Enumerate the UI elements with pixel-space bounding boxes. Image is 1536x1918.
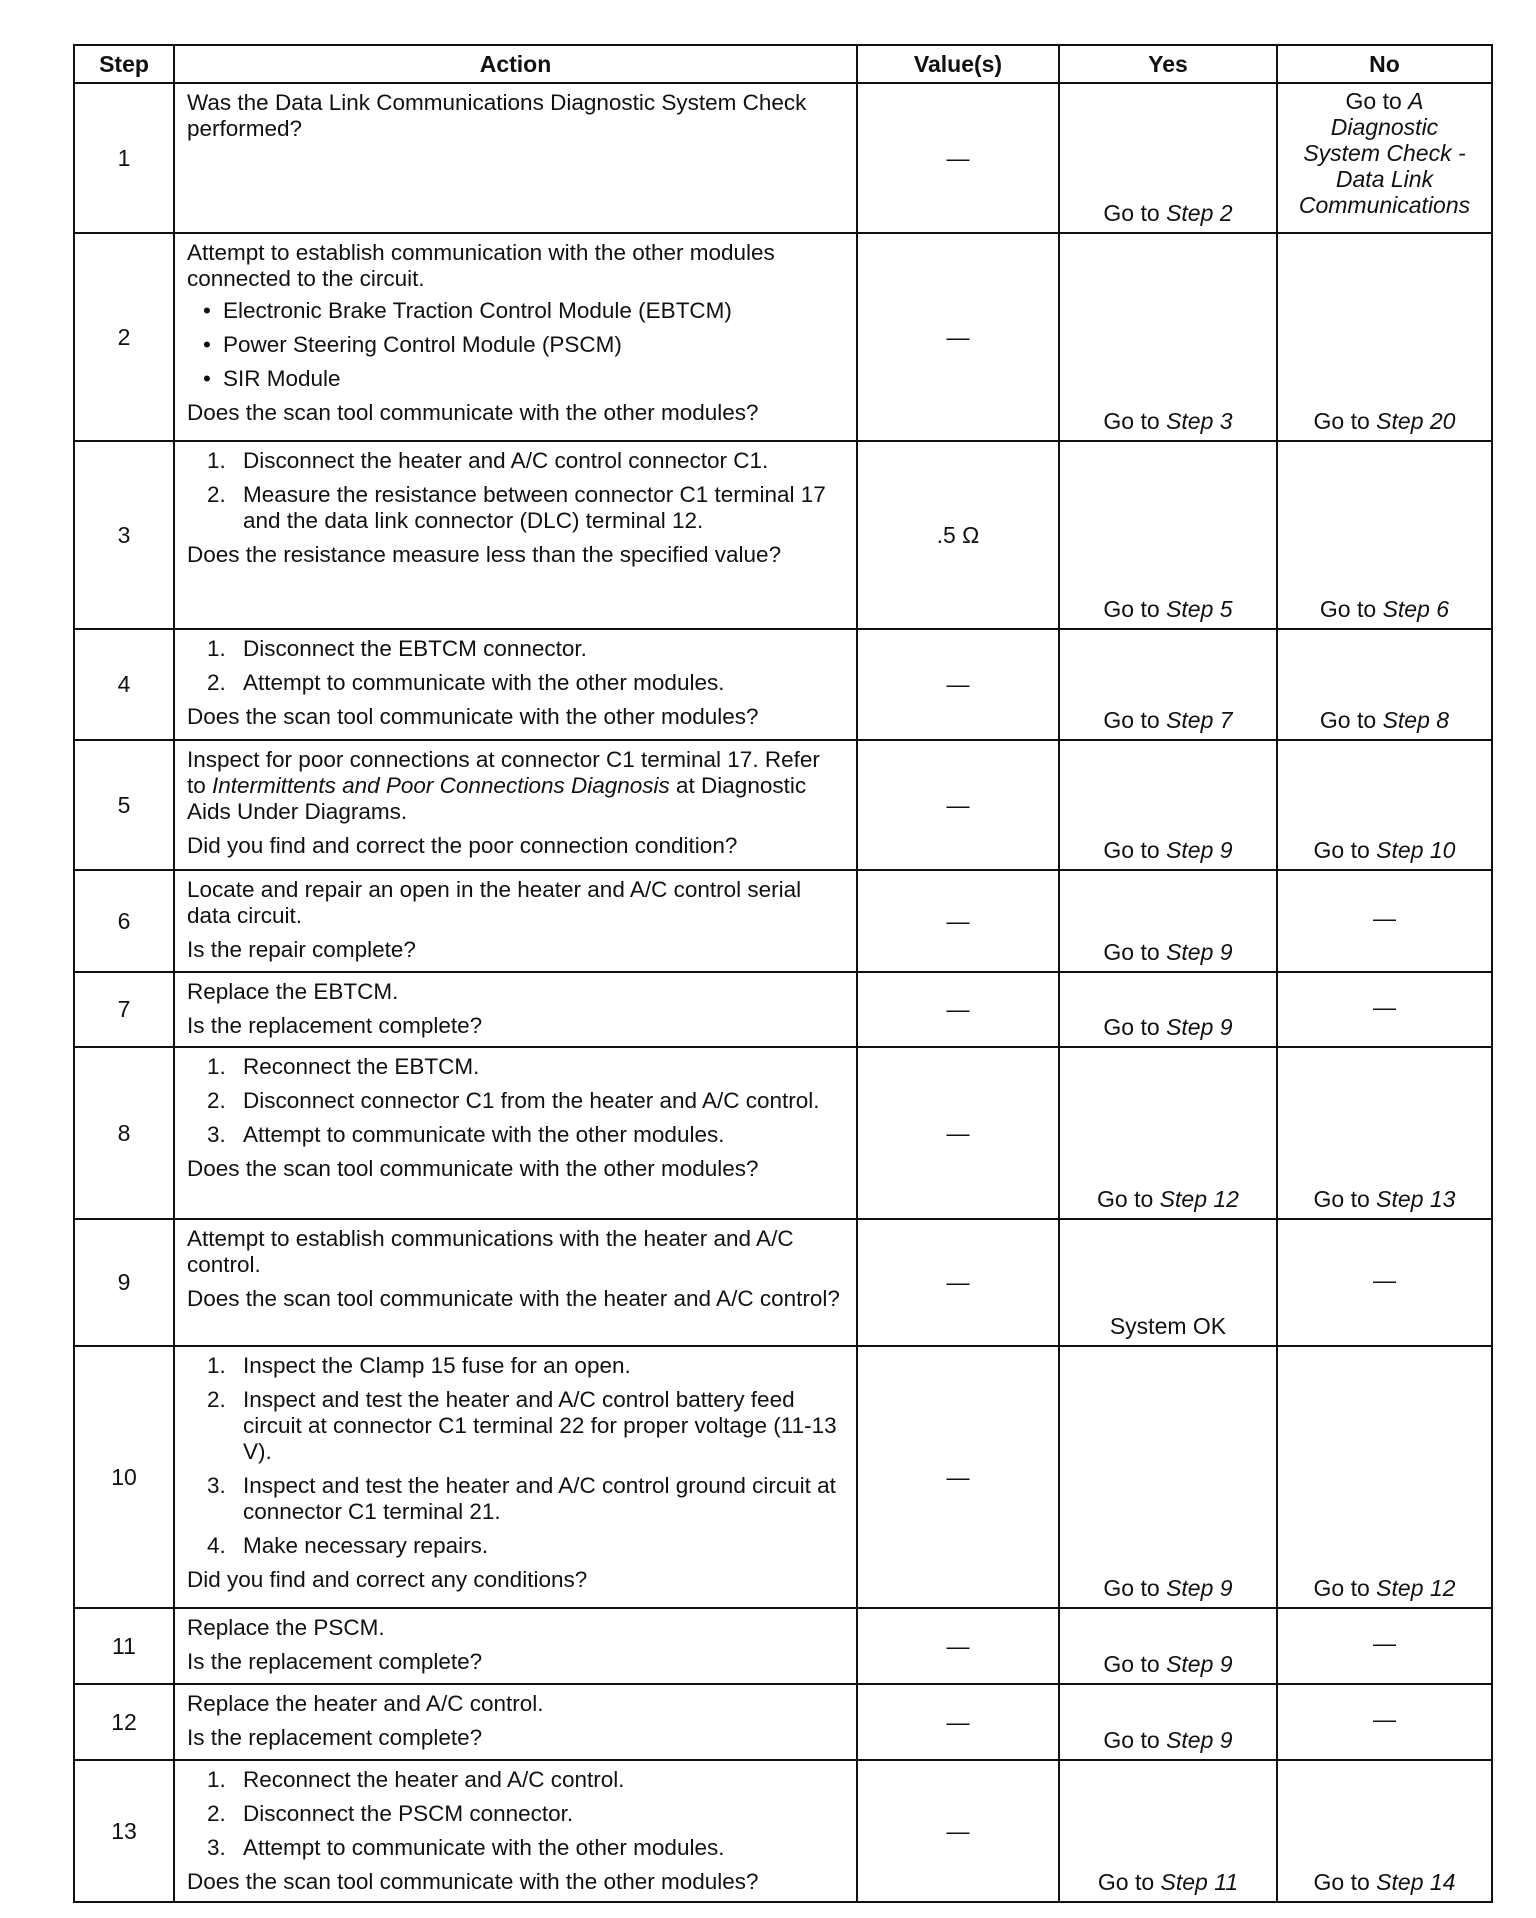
action-cell (174, 972, 857, 1047)
no-step-link: Data Link (1335, 166, 1434, 192)
yes-step-link: Step 11 (1160, 1869, 1239, 1895)
list-item: • Power Steering Control Module (PSCM) (223, 332, 844, 358)
list-item: 2. Disconnect connector C1 from the heater and A/C control. (207, 1088, 820, 1113)
list-item: • SIR Module (223, 366, 844, 392)
action-text: Locate and repair an open in the heater and A/C control serial data circuit. (187, 877, 802, 928)
table-row (74, 441, 1492, 629)
value-cell: — (857, 629, 1059, 740)
value-cell: — (857, 1760, 1059, 1902)
question-text: Did you find and correct the poor connection condition? (187, 833, 738, 858)
value-cell: — (857, 1608, 1059, 1684)
action-cell (174, 1047, 857, 1219)
bullet-list (187, 298, 844, 392)
diagnostic-table (73, 44, 1493, 1903)
action-cell (174, 1608, 857, 1684)
go-to-text: Go to (1103, 1651, 1160, 1677)
header-action: Action (174, 45, 857, 83)
yes-cell (1059, 1760, 1277, 1902)
step-number: 8 (74, 1047, 174, 1219)
value-cell: — (857, 1047, 1059, 1219)
table-row (74, 1684, 1492, 1760)
no-step-link: Communications (1298, 192, 1471, 218)
yes-step-link: Step 9 (1166, 837, 1233, 863)
header-yes: Yes (1059, 45, 1277, 83)
action-cell (174, 1346, 857, 1608)
list-item: 2. Disconnect the PSCM connector. (207, 1801, 574, 1826)
yes-cell (1059, 1608, 1277, 1684)
yes-cell (1059, 972, 1277, 1047)
no-cell (1277, 1346, 1492, 1608)
numbered-list (187, 1767, 844, 1861)
header-no: No (1277, 45, 1492, 83)
yes-cell (1059, 441, 1277, 629)
step-number: 2 (74, 233, 174, 441)
no-step-link: Step 10 (1376, 837, 1456, 863)
question-text: Does the scan tool communicate with the other modules? (187, 704, 759, 729)
action-text: Attempt to establish communications with the heater and A/C control. (187, 1226, 794, 1277)
no-cell: — (1277, 972, 1492, 1047)
value-cell: — (857, 1684, 1059, 1760)
list-item: 2. Attempt to communicate with the other modules. (207, 670, 725, 695)
no-cell: — (1277, 870, 1492, 972)
yes-cell: System OK (1059, 1219, 1277, 1346)
go-to-text: Go to (1345, 88, 1402, 114)
list-item: 1. Reconnect the heater and A/C control. (207, 1767, 625, 1792)
action-text: Replace the heater and A/C control. (187, 1691, 544, 1716)
yes-cell (1059, 83, 1277, 233)
yes-cell (1059, 233, 1277, 441)
go-to-text: Go to (1319, 707, 1377, 733)
no-step-link: Diagnostic (1330, 114, 1439, 140)
value-cell: .5 Ω (857, 441, 1059, 629)
value-cell: — (857, 1346, 1059, 1608)
list-item: 3. Inspect and test the heater and A/C control ground circuit at connector C1 terminal 21. (207, 1473, 836, 1524)
no-cell (1277, 1047, 1492, 1219)
yes-cell (1059, 1047, 1277, 1219)
no-step-link: Step 14 (1376, 1869, 1456, 1895)
numbered-list (187, 448, 844, 534)
yes-cell (1059, 870, 1277, 972)
action-cell (174, 1684, 857, 1760)
value-cell: — (857, 233, 1059, 441)
step-number: 6 (74, 870, 174, 972)
no-step-link: Step 6 (1382, 596, 1450, 622)
go-to-text: Go to (1103, 707, 1160, 733)
go-to-text: Go to (1103, 200, 1160, 226)
value-cell: — (857, 972, 1059, 1047)
action-text: Replace the PSCM. (187, 1615, 385, 1640)
go-to-text: Go to (1313, 837, 1370, 863)
step-number: 9 (74, 1219, 174, 1346)
question-text: Is the repair complete? (187, 937, 416, 962)
value-cell: — (857, 1219, 1059, 1346)
yes-cell (1059, 1346, 1277, 1608)
header-step: Step (74, 45, 174, 83)
yes-step-link: Step 9 (1166, 1575, 1233, 1601)
go-to-text: Go to (1097, 1186, 1154, 1212)
table-row (74, 972, 1492, 1047)
go-to-text: Go to (1103, 408, 1160, 434)
go-to-text: Go to (1313, 408, 1370, 434)
yes-step-link: Step 2 (1166, 200, 1233, 226)
action-cell (174, 83, 857, 233)
go-to-text: Go to (1097, 1869, 1155, 1895)
action-text: Was the Data Link Communications Diagnostic System Check performed? (187, 90, 807, 141)
no-cell (1277, 441, 1492, 629)
no-step-link: Step 13 (1376, 1186, 1456, 1212)
list-item: 1. Disconnect the EBTCM connector. (207, 636, 587, 661)
value-cell: — (857, 83, 1059, 233)
go-to-text: Go to (1313, 1186, 1370, 1212)
step-number: 5 (74, 740, 174, 870)
table-row (74, 83, 1492, 233)
go-to-text: Go to (1319, 596, 1377, 622)
header-values: Value(s) (857, 45, 1059, 83)
step-number: 11 (74, 1608, 174, 1684)
action-cell (174, 740, 857, 870)
step-number: 12 (74, 1684, 174, 1760)
no-cell: — (1277, 1219, 1492, 1346)
table-row (74, 233, 1492, 441)
list-item: 2. Measure the resistance between connector C1 terminal 17 and the data link connector (DLC) terminal 12. (207, 482, 826, 533)
go-to-text: Go to (1103, 1727, 1160, 1753)
no-step-link: Step 12 (1376, 1575, 1456, 1601)
no-cell (1277, 629, 1492, 740)
action-text: Attempt to establish communication with the other modules connected to the circuit. (187, 240, 775, 291)
table-row (74, 1760, 1492, 1902)
step-number: 1 (74, 83, 174, 233)
action-cell (174, 629, 857, 740)
no-cell (1277, 233, 1492, 441)
step-number: 7 (74, 972, 174, 1047)
go-to-text: Go to (1103, 939, 1160, 965)
question-text: Does the scan tool communicate with the heater and A/C control? (187, 1286, 840, 1311)
table-row (74, 740, 1492, 870)
yes-step-link: Step 7 (1166, 707, 1233, 733)
no-cell (1277, 1760, 1492, 1902)
list-item: 1. Reconnect the EBTCM. (207, 1054, 480, 1079)
yes-step-link: Step 9 (1166, 939, 1233, 965)
yes-step-link: Step 9 (1166, 1014, 1233, 1040)
no-step-link: A (1408, 88, 1424, 114)
step-number: 3 (74, 441, 174, 629)
numbered-list (187, 1054, 844, 1148)
list-item: 4. Make necessary repairs. (207, 1533, 489, 1558)
go-to-text: Go to (1313, 1575, 1370, 1601)
list-item: • Electronic Brake Traction Control Module (EBTCM) (223, 298, 844, 324)
step-number: 4 (74, 629, 174, 740)
go-to-text: Go to (1103, 596, 1160, 622)
list-item: 1. Inspect the Clamp 15 fuse for an open. (207, 1353, 631, 1378)
action-cell (174, 441, 857, 629)
go-to-text: Go to (1103, 1575, 1160, 1601)
action-text: Replace the EBTCM. (187, 979, 399, 1004)
no-cell (1277, 83, 1492, 233)
action-text: Inspect for poor connections at connector C1 terminal 17. Refer to Intermittents and Poor Connections Diagnosis at Diagnostic Aids Under Diagrams. (187, 747, 820, 824)
yes-cell (1059, 1684, 1277, 1760)
question-text: Does the scan tool communicate with the other modules? (187, 1156, 759, 1181)
table-row (74, 1608, 1492, 1684)
yes-step-link: Step 9 (1166, 1651, 1233, 1677)
yes-cell (1059, 629, 1277, 740)
yes-step-link: Step 5 (1166, 596, 1233, 622)
list-item: 2. Inspect and test the heater and A/C control battery feed circuit at connector C1 terminal 22 for proper voltage (11-13 V). (207, 1387, 837, 1464)
question-text: Does the resistance measure less than the specified value? (187, 542, 782, 567)
list-item: 1. Disconnect the heater and A/C control connector C1. (207, 448, 769, 473)
header-row (74, 45, 1492, 83)
no-step-link: Step 20 (1376, 408, 1456, 434)
action-cell (174, 870, 857, 972)
yes-step-link: Step 12 (1159, 1186, 1239, 1212)
table-row (74, 1346, 1492, 1608)
value-cell: — (857, 870, 1059, 972)
question-text: Does the scan tool communicate with the other modules? (187, 1869, 759, 1894)
no-cell: — (1277, 1684, 1492, 1760)
go-to-text: Go to (1103, 837, 1160, 863)
question-text: Is the replacement complete? (187, 1649, 483, 1674)
no-cell: — (1277, 1608, 1492, 1684)
step-number: 10 (74, 1346, 174, 1608)
question-text: Did you find and correct any conditions? (187, 1567, 588, 1592)
go-to-text: Go to (1313, 1869, 1370, 1895)
step-number: 13 (74, 1760, 174, 1902)
numbered-list (187, 1353, 844, 1559)
action-cell (174, 1219, 857, 1346)
reference-link: Intermittents and Poor Connections Diagnosis (212, 773, 670, 798)
action-cell (174, 1760, 857, 1902)
table-row (74, 1047, 1492, 1219)
yes-step-link: Step 3 (1166, 408, 1233, 434)
list-item: 3. Attempt to communicate with the other modules. (207, 1835, 725, 1860)
table-row (74, 1219, 1492, 1346)
no-cell (1277, 740, 1492, 870)
list-item: 3. Attempt to communicate with the other modules. (207, 1122, 725, 1147)
table-row (74, 629, 1492, 740)
go-to-text: Go to (1103, 1014, 1160, 1040)
table-row (74, 870, 1492, 972)
yes-cell (1059, 740, 1277, 870)
question-text: Is the replacement complete? (187, 1725, 483, 1750)
question-text: Does the scan tool communicate with the other modules? (187, 400, 759, 425)
yes-step-link: Step 9 (1166, 1727, 1233, 1753)
question-text: Is the replacement complete? (187, 1013, 483, 1038)
value-cell: — (857, 740, 1059, 870)
numbered-list (187, 636, 844, 696)
no-step-link: Step 8 (1382, 707, 1450, 733)
action-cell (174, 233, 857, 441)
no-step-link: System Check - (1303, 140, 1466, 166)
